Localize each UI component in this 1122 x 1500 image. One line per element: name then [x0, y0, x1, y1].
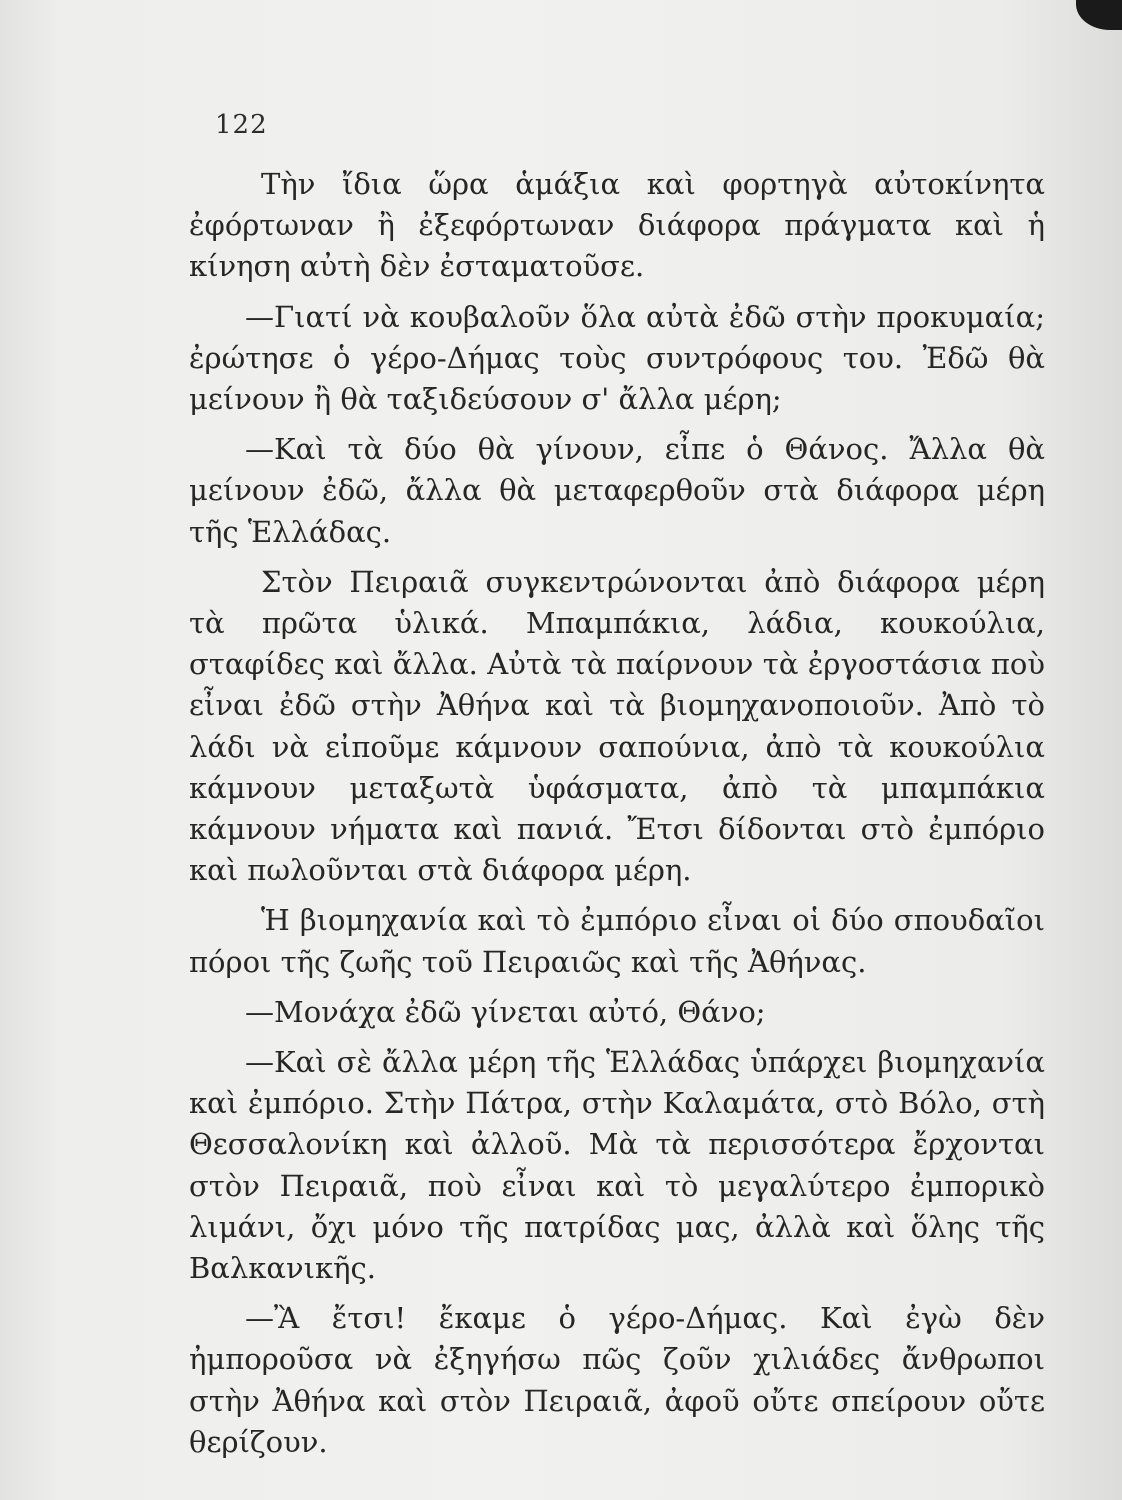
- paragraph-4: Στὸν Πειραιᾶ συγκεντρώνονται ἀπὸ διάφορα μέρη τὰ πρῶτα ὑλικά. Μπαμπάκια, λάδια, κουκούλια, σταφίδες καὶ ἄλλα. Αὐτὰ τὰ παίρνουν τὰ ἐργοστάσια ποὺ εἶναι ἐδῶ στὴν Ἀθήνα καὶ τὰ βιομηχανοποιοῦν. Ἀπὸ τὸ λάδι νὰ εἰποῦμε κάμνουν σαπούνια, ἀπὸ τὰ κουκούλια κάμνουν μεταξωτὰ ὑφάσματα, ἀπὸ τὰ μπαμπάκια κάμνουν νήματα καὶ πανιά. Ἔτσι δίδονται στὸ ἐμπόριο καὶ πωλοῦνται στὰ διάφορα μέρη.: [189, 564, 1045, 888]
- paragraph-8: —Ἂ ἔτσι! ἔκαμε ὁ γέρο-Δήμας. Καὶ ἐγὼ δὲν ἠμποροῦσα νὰ ἐξηγήσω πῶς ζοῦν χιλιάδες ἄνθρωποι στὴν Ἀθήνα καὶ στὸν Πειραιᾶ, ἀφοῦ οὔτε σπείρουν οὔτε θερίζουν.: [189, 1301, 1045, 1459]
- paragraph-6: —Μονάχα ἐδῶ γίνεται αὐτό, Θάνο;: [245, 994, 766, 1029]
- paragraph-7: —Καὶ σὲ ἄλλα μέρη τῆς Ἑλλάδας ὑπάρχει βιομηχανία καὶ ἐμπόριο. Στὴν Πάτρα, στὴν Καλαμάτα, στὸ Βόλο, στὴ Θεσσαλονίκη καὶ ἀλλοῦ. Μὰ τὰ περισσότερα ἔρχονται στὸν Πειραιᾶ, ποὺ εἶναι καὶ τὸ μεγαλύτερο ἐμπορικὸ λιμάνι, ὄχι μόνο τῆς πατρίδας μας, ἀλλὰ καὶ ὅλης τῆς Βαλκανικῆς.: [189, 1045, 1045, 1286]
- page-number: 122: [215, 110, 268, 140]
- ink-blot-corner: [1076, 0, 1122, 30]
- body-text: [189, 164, 1045, 1472]
- paragraph-3: —Καὶ τὰ δύο θὰ γίνουν, εἶπε ὁ Θάνος. Ἄλλα θὰ μείνουν ἐδῶ, ἄλλα θὰ μεταφερθοῦν στὰ διάφορα μέρη τῆς Ἑλλάδας.: [189, 432, 1045, 549]
- paragraph-2: —Γιατί νὰ κουβαλοῦν ὅλα αὐτὰ ἐδῶ στὴν προκυμαία; ἐρώτησε ὁ γέρο-Δήμας τοὺς συντρόφους του. Ἐδῶ θὰ μείνουν ἢ θὰ ταξιδεύσουν σ' ἄλλα μέρη;: [189, 299, 1045, 417]
- paragraph-5: Ἡ βιομηχανία καὶ τὸ ἐμπόριο εἶναι οἱ δύο σπουδαῖοι πόροι τῆς ζωῆς τοῦ Πειραιῶς καὶ τῆς Ἀθήνας.: [189, 903, 1045, 979]
- paragraph-1: Τὴν ἴδια ὥρα ἁμάξια καὶ φορτηγὰ αὐτοκίνητα ἐφόρτωναν ἢ ἐξεφόρτωναν διάφορα πράγματα καὶ ἡ κίνηση αὐτὴ δὲν ἐσταματοῦσε.: [189, 167, 1045, 284]
